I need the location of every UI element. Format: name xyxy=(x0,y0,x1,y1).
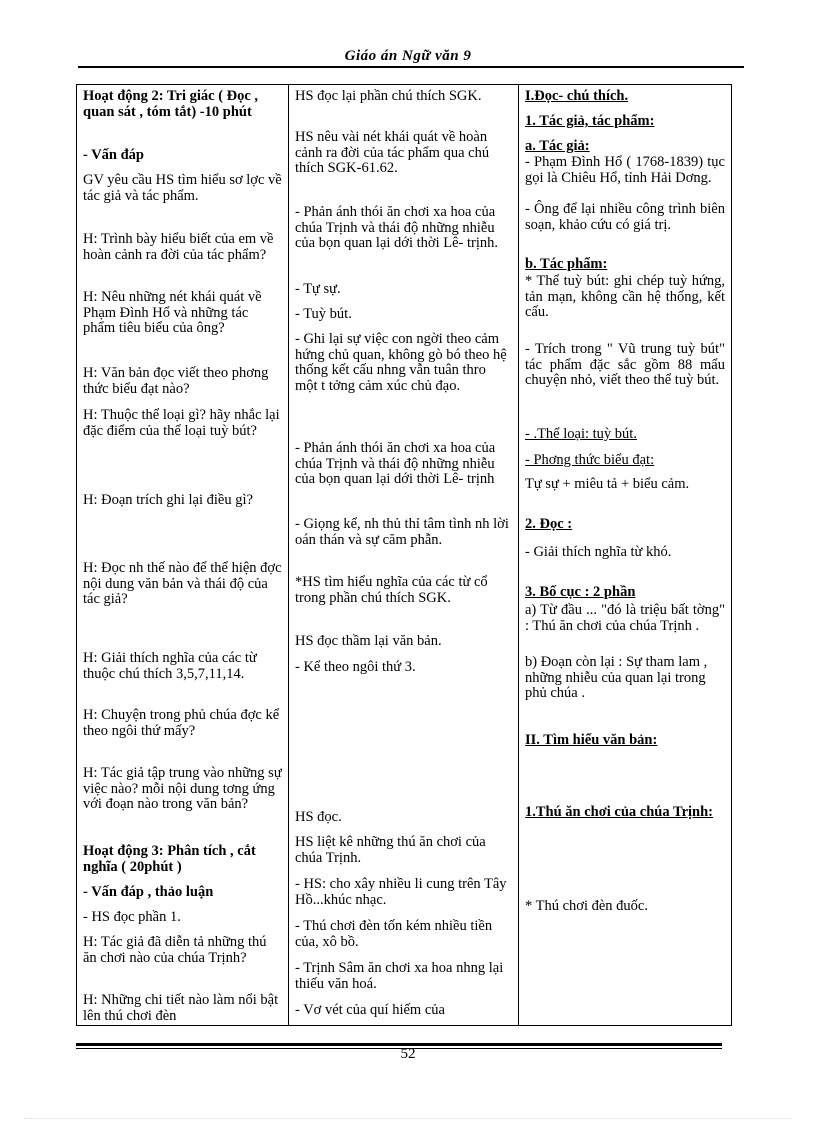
question: H: Thuộc thể loại gì? hãy nhắc lại đặc điểm của thể loại tuỳ bút? xyxy=(83,407,280,439)
method-label: - Vấn đáp , thảo luận xyxy=(83,884,214,900)
student-task: - HS đọc phần 1. xyxy=(83,909,181,925)
content-note: * Thú chơi đèn đuốc. xyxy=(525,898,648,914)
method-label: - Vấn đáp xyxy=(83,147,144,163)
content-note: - Trích trong " Vũ trung tuỳ bút" tác phẩm đặc sắc gồm 88 mẩu chuyện nhỏ, viết theo thể tuỳ bút. xyxy=(525,341,725,388)
question: H: Giải thích nghĩa của các từ thuộc chú thích 3,5,7,11,14. xyxy=(83,650,257,682)
page-number: 52 xyxy=(400,1046,416,1062)
section-heading: I.Đọc- chú thích. xyxy=(525,88,629,104)
question: H: Văn bản đọc viết theo phơng thức biểu đạt nào? xyxy=(83,365,269,397)
student-activity: - Tự sự. xyxy=(295,281,341,297)
question: H: Trình bày hiểu biết của em về hoàn cảnh ra đời của tác phẩm? xyxy=(83,231,274,263)
question: H: Nêu những nét khái quát về Phạm Đình Hổ và những tác phẩm tiêu biểu của ông? xyxy=(83,289,262,336)
content-note: - Phạm Đình Hổ ( 1768-1839) tục gọi là Chiêu Hổ, tỉnh Hải Dơng. xyxy=(525,154,725,186)
subsection-heading: 1.Thú ăn chơi của chúa Trịnh: xyxy=(525,804,713,820)
header-rule xyxy=(78,66,744,68)
section-heading: II. Tìm hiểu văn bản: xyxy=(525,732,658,748)
column-student xyxy=(289,85,519,1025)
student-activity: - Thú chơi đèn tốn kém nhiều tiền của, xô bồ. xyxy=(295,918,493,950)
content-note: - Giải thích nghĩa từ khó. xyxy=(525,544,672,560)
student-activity: HS đọc lại phần chú thích SGK. xyxy=(295,88,482,104)
lesson-table xyxy=(76,84,732,1026)
student-activity: HS đọc. xyxy=(295,809,342,825)
content-note: - Phơng thức biểu đạt: xyxy=(525,452,655,468)
question: H: Đoạn trích ghi lại điều gì? xyxy=(83,492,253,508)
column-content xyxy=(519,85,731,1025)
activity-2-heading: Hoạt động 2: Tri giác ( Đọc , quan sát , tóm tắt) -10 phút xyxy=(83,88,259,120)
student-activity: - Ghi lại sự việc con ngời theo cảm hứng chủ quan, không gò bó theo hệ thống kết cấu nhng vẫn tuân thro một t tởng cảm xúc chủ đạo. xyxy=(295,331,507,394)
subsection-heading: a. Tác giả: xyxy=(525,138,590,154)
student-activity: - Giọng kể, nh thủ thỉ tâm tình nh lời oán thán và sự căm phẫn. xyxy=(295,516,509,548)
student-activity: - Tuỳ bút. xyxy=(295,306,352,322)
question: H: Chuyện trong phủ chúa đợc kể theo ngôi thứ mấy? xyxy=(83,707,280,739)
question: H: Tác giả tập trung vào những sự việc nào? mỗi nội dung tơng ứng với đoạn nào trong văn bản? xyxy=(83,765,282,812)
question: H: Tác giả đã diễn tả những thú ăn chơi nào của chúa Trịnh? xyxy=(83,934,267,966)
student-activity: HS đọc thầm lại văn bản. xyxy=(295,633,442,649)
page-edge xyxy=(24,1118,792,1119)
subsection-heading: b. Tác phẩm: xyxy=(525,256,608,272)
content-note: Tự sự + miêu tả + biểu cảm. xyxy=(525,476,690,492)
activity-3-heading: Hoạt động 3: Phân tích , cắt nghĩa ( 20phút ) xyxy=(83,843,256,875)
student-activity: - Phản ánh thói ăn chơi xa hoa của chúa Trịnh và thái độ những nhiễu của bọn quan lại dới thời Lê- trịnh xyxy=(295,440,496,487)
content-note: * Thể tuỳ bút: ghi chép tuỳ hứng, tản mạn, không cần hệ thống, kết cấu. xyxy=(525,273,725,320)
content-note: a) Từ đầu ... "đó là triệu bất tờng" : Thú ăn chơi của chúa Trịnh . xyxy=(525,602,725,634)
student-activity: HS liệt kê những thú ăn chơi của chúa Trịnh. xyxy=(295,834,486,866)
page-header-title: Giáo án Ngữ văn 9 xyxy=(344,48,472,64)
student-activity: HS nêu vài nét khái quát về hoàn cảnh ra đời của tác phẩm qua chú thích SGK-61.62. xyxy=(295,129,490,176)
question: H: Đọc nh thế nào để thể hiện đợc nội dung văn bản và thái độ của tác giả? xyxy=(83,560,282,607)
content-note: b) Đoạn còn lại : Sự tham lam , những nhiễu của quan lại trong phủ chúa . xyxy=(525,654,708,701)
content-note: - Ông để lại nhiều công trình biên soạn, khảo cứu có giá trị. xyxy=(525,201,725,233)
student-activity: - HS: cho xây nhiều li cung trên Tây Hồ...khúc nhạc. xyxy=(295,876,507,908)
student-activity: - Trịnh Sâm ăn chơi xa hoa nhng lại thiếu văn hoá. xyxy=(295,960,504,992)
student-activity: - Vơ vét của quí hiếm của xyxy=(295,1002,445,1018)
subsection-heading: 2. Đọc : xyxy=(525,516,573,532)
student-activity: *HS tìm hiểu nghĩa của các từ cổ trong phần chú thích SGK. xyxy=(295,574,488,606)
student-activity: - Phản ánh thói ăn chơi xa hoa của chúa Trịnh và thái độ những nhiễu của bọn quan lại dới thời Lê- trịnh. xyxy=(295,204,498,251)
content-note: - .Thể loại: tuỳ bút. xyxy=(525,426,637,442)
question: H: Những chi tiết nào làm nổi bật lên thú chơi đèn xyxy=(83,992,279,1024)
student-activity: - Kể theo ngôi thứ 3. xyxy=(295,659,416,675)
subsection-heading: 3. Bố cục : 2 phần xyxy=(525,584,636,600)
subsection-heading: 1. Tác giả, tác phẩm: xyxy=(525,113,655,129)
teacher-instruction: GV yêu cầu HS tìm hiểu sơ lợc về tác giả và tác phẩm. xyxy=(83,172,282,204)
column-teacher xyxy=(77,85,289,1025)
